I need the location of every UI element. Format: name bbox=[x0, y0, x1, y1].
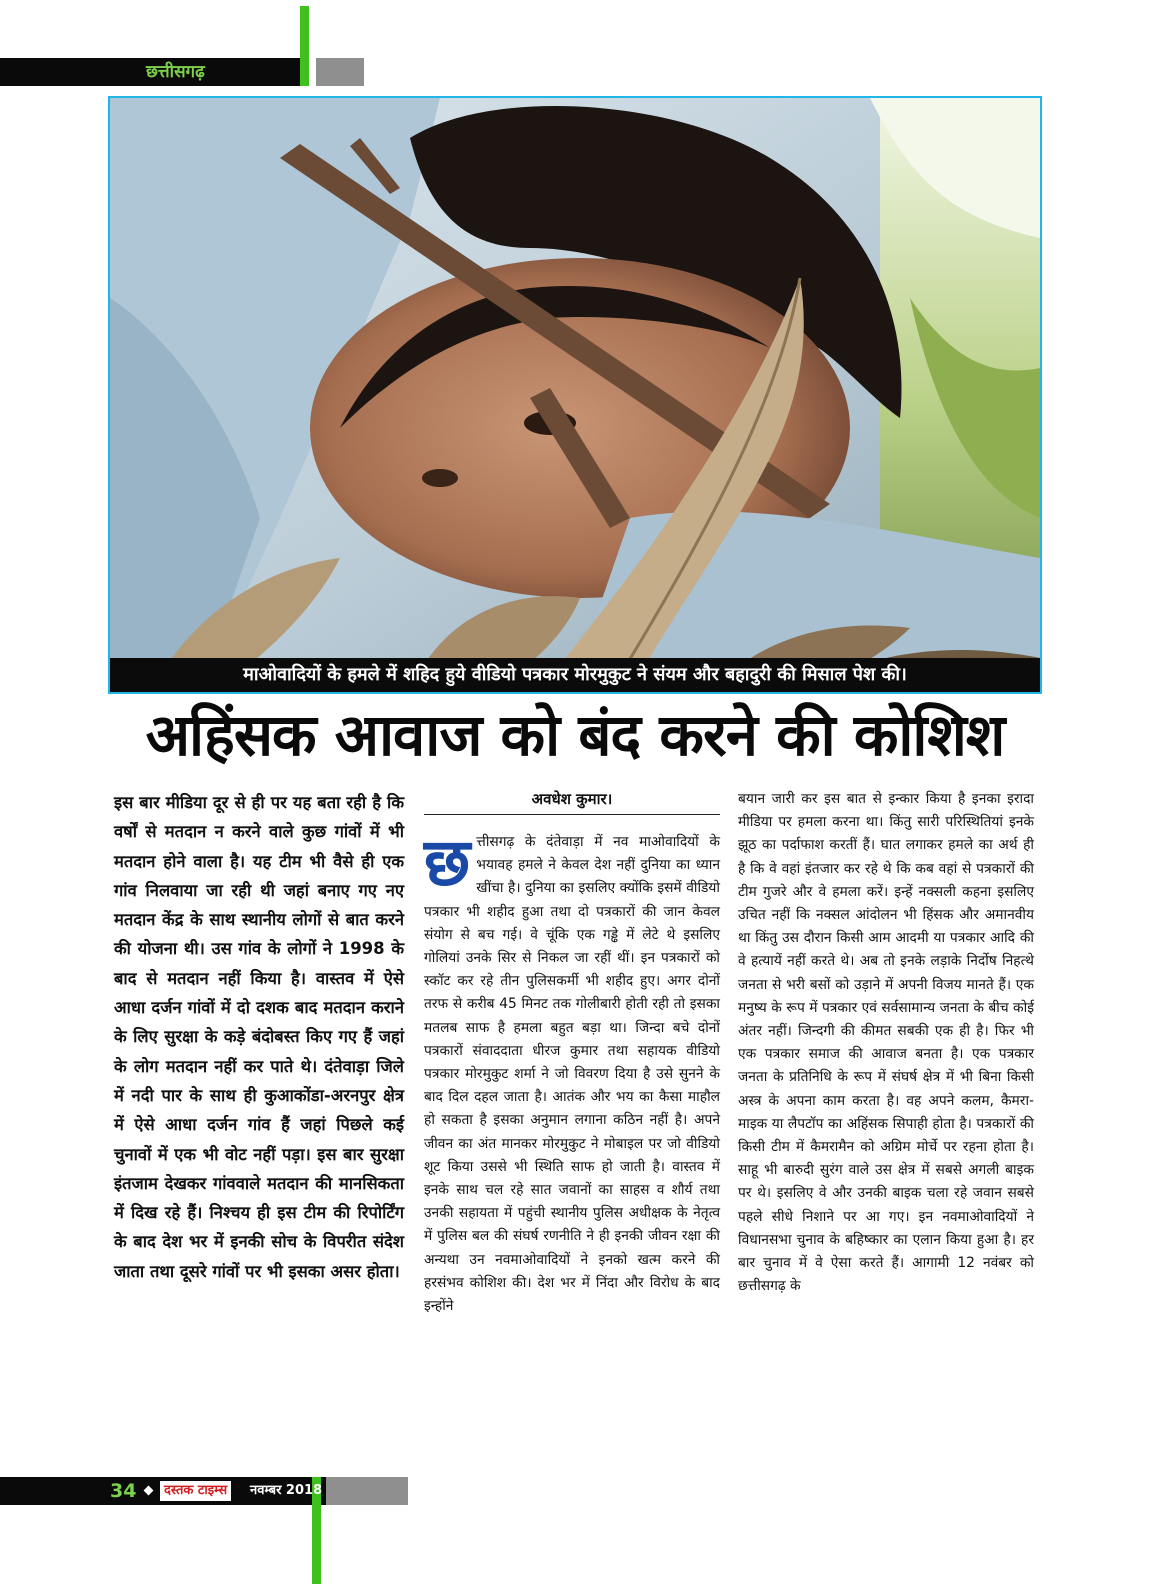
article-column-middle-text: त्तीसगढ़ के दंतेवाड़ा में नव माओवादियों के भयावह हमले ने केवल देश नहीं दुनिया का ध्यान खींचा है। दुनिया का इसलिए क्योंकि इसमें वीडियो पत्रकार भी शहीद हुआ तथा दो पत्रकारों की जान केवल संयोग से बच गई। वे चूंकि एक गड्ढे में लेटे थे इसलिए गोलियां उनके सिर से निकल जा रहीं थीं। इन पत्रकारों को स्कॉट कर रहे तीन पुलिसकर्मी भी शहीद हुए। अगर दोनों तरफ से करीब 45 मिनट तक गोलीबारी होती रही तो इसका मतलब साफ है हमला बहुत बड़ा था। जिन्दा बचे दोनों पत्रकारों संवाददाता धीरज कुमार तथा सहायक वीडियो पत्रकार मोरमुकुट शर्मा ने जो विवरण दिया है उसे सुनने के बाद दिल दहल जाता है। आतंक और भय का कैसा माहौल हो सकता है इसका अनुमान लगाना कठिन नहीं है। अपने जीवन का अंत मानकर मोरमुकुट ने मोबाइल पर जो वीडियो शूट किया उससे भी स्थिति साफ हो जाती है। वास्तव में इनके साथ चल रहे सात जवानों का साहस व शौर्य तथा उनकी सहायता में पहुंची स्थानीय पुलिस अधीक्षक के नेतृत्व में पुलिस बल की संघर्ष रणनीति ने ही इनकी जीवन रक्षा की अन्यथा उन नवमाओवादियों ने इनको खत्म करने की हरसंभव कोशिश की। देश भर में निंदा और विरोध के बाद इन्होंने bbox=[424, 834, 720, 1315]
article-column-middle bbox=[424, 788, 720, 1318]
photo-caption: माओवादियों के हमले में शहिद हुये वीडियो पत्रकार मोरमुकुट ने संयम और बहादुरी की मिसाल पेश की। bbox=[110, 658, 1040, 692]
article-column-right: बयान जारी कर इस बात से इन्कार किया है इनका इरादा मीडिया पर हमला करना था। किंतु सारी परिस्थितियां इनके झूठ का पर्दाफाश करतीं हैं। घात लगाकर हमले का अर्थ ही है कि वे वहां इंतजार कर रहे थे कि कब वहां से पत्रकारों की टीम गुजरे और वे हमला करें। इन्हें नक्सली कहना इसलिए उचित नहीं कि नक्सल आंदोलन भी हिंसक और अमानवीय था किंतु उस दौरान किसी आम आदमी या पत्रकार आदि की वे हत्यायें नहीं करते थे। अब तो इनके लड़ाके निर्दोष निहत्थे जनता से भरी बसों को उड़ाने में अपनी विजय मानते हैं। एक मनुष्य के रूप में पत्रकार एवं सर्वसामान्य जनता के बीच कोई अंतर नहीं। जिन्दगी की कीमत सबकी एक ही है। फिर भी एक पत्रकार समाज की आवाज बनता है। एक पत्रकार जनता के प्रतिनिधि के रूप में संघर्ष क्षेत्र में भी बिना किसी अस्त्र के अपना काम करता है। वह अपने कलम, कैमरा-माइक या लैपटॉप का अहिंसक सिपाही होता है। पत्रकारों की किसी टीम में कैमरामैन को अग्रिम मोर्चे पर रहना होता है। साहू भी बारुदी सुरंग वाले उस क्षेत्र में सबसे अगली बाइक पर थे। इसलिए वे और उनकी बाइक चला रहे जवान सबसे पहले सीधे निशाने पर आ गए। इन नवमाओवादियों ने विधानसभा चुनाव के बहिष्कार का एलान किया हुआ है। हर बार चुनाव में वे ऐसा करते हैं। आगामी 12 नवंबर को छत्तीसगढ़ के bbox=[738, 791, 1034, 1295]
issue-date: नवम्बर 2018 bbox=[250, 1483, 323, 1498]
section-label: छत्तीसगढ़ bbox=[146, 62, 205, 82]
author-byline: अवधेश कुमार। bbox=[424, 788, 720, 815]
header-accent-stripe bbox=[300, 6, 309, 86]
article-headline: अहिंसक आवाज को बंद करने की कोशिश bbox=[145, 701, 1005, 769]
page-number: 34 bbox=[110, 1480, 137, 1502]
article-photo bbox=[108, 96, 1042, 694]
dropcap-letter: छ bbox=[424, 824, 471, 901]
article-column-left: इस बार मीडिया दूर से ही पर यह बता रही है कि वर्षों से मतदान न करने वाले कुछ गांवों में भी मतदान होने वाला है। यह टीम भी वैसे ही एक गांव निलवाया जा रही थी जहां बनाए गए नए मतदान केंद्र के साथ स्थानीय लोगों से बात करने की योजना थी। उस गांव के लोगों ने 1998 के बाद से मतदान नहीं किया है। वास्तव में ऐसे आधा दर्जन गांवों में दो दशक बाद मतदान कराने के लिए सुरक्षा के कड़े बंदोबस्त किए गए हैं जहां के लोग मतदान नहीं कर पाते थे। दंतेवाड़ा जिले में नदी पार के साथ ही कुआकोंडा-अरनपुर क्षेत्र में ऐसे आधा दर्जन गांव हैं जहां पिछले कई चुनावों में एक भी वोट नहीं पड़ा। इस बार सुरक्षा इंतजाम देखकर गांववाले मतदान की मानसिकता में दिख रहे हैं। निश्चय ही इस टीम की रिपोर्टिंग के बाद देश भर में इनकी सोच के विपरीत संदेश जाता तथा दूसरे गांवों पर भी इसका असर होता। bbox=[114, 793, 404, 1281]
footer-gray-block bbox=[326, 1477, 408, 1505]
header-gray-block bbox=[316, 58, 364, 86]
magazine-logo: दस्तक टाइम्स bbox=[160, 1481, 231, 1501]
photo-illustration bbox=[110, 98, 1040, 692]
